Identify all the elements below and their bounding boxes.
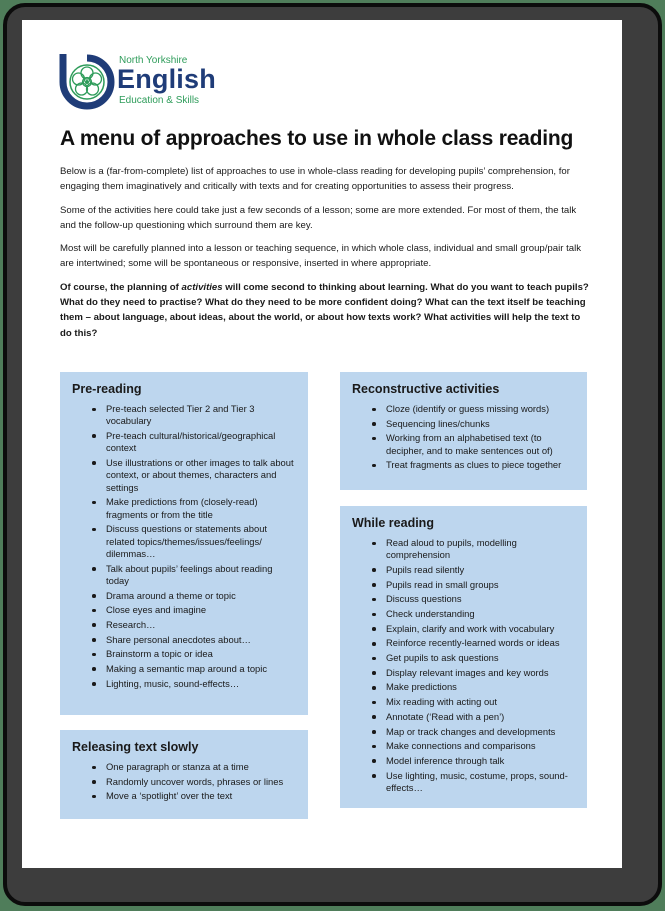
box-heading: Pre-reading (72, 382, 142, 396)
list-item: Share personal anecdotes about… (92, 634, 296, 646)
list-item: Close eyes and imagine (92, 604, 296, 616)
intro-paragraph-bold (60, 280, 590, 341)
bullet-list (352, 537, 575, 794)
list-item: Annotate (‘Read with a pen’) (372, 711, 575, 723)
list-item: Use illustrations or other images to talk about context, or about themes, characters and settings (92, 457, 296, 494)
list-item: Discuss questions (372, 593, 575, 605)
list-item: Talk about pupils’ feelings about reading today (92, 563, 296, 588)
list-item: Read aloud to pupils, modelling comprehension (372, 537, 575, 562)
list-item: Display relevant images and key words (372, 667, 575, 679)
releasing-text-box (60, 730, 308, 819)
box-heading: While reading (352, 516, 434, 530)
list-item: Cloze (identify or guess missing words) (372, 403, 575, 415)
logo-line-education-skills: Education & Skills (119, 95, 200, 106)
list-item: Pupils read in small groups (372, 579, 575, 591)
intro-paragraph-1: Below is a (far-from-complete) list of approaches to use in whole-class reading for developing pupils’ comprehension, for engaging them imaginatively and critically with texts and for creating opportunities to assess their progress. (60, 166, 570, 193)
list-item: Pre-teach cultural/historical/geographical context (92, 430, 296, 455)
list-item: Brainstorm a topic or idea (92, 648, 296, 660)
list-item: Make connections and comparisons (372, 740, 575, 752)
list-item: Use lighting, music, costume, props, sound-effects… (372, 770, 575, 795)
list-item: Check understanding (372, 608, 575, 620)
list-item: Reinforce recently-learned words or ideas (372, 637, 575, 649)
bold-text-italic: activities (181, 281, 223, 293)
box-heading: Reconstructive activities (352, 382, 500, 396)
bullet-list (352, 403, 575, 472)
logo-english: English (117, 64, 216, 94)
list-item: Model inference through talk (372, 755, 575, 767)
bullet-list (72, 403, 296, 690)
intro-text (60, 164, 590, 349)
list-item: Make predictions from (closely-read) fragments or from the title (92, 496, 296, 521)
list-item: Drama around a theme or topic (92, 590, 296, 602)
logo (59, 52, 219, 110)
bold-text-start: Of course, the planning of (60, 281, 182, 293)
list-item: Pupils read silently (372, 564, 575, 576)
reconstructive-box (340, 372, 587, 490)
bullet-list (72, 761, 296, 803)
bold-text-end: will come second to thinking about learning. What do you want to teach pupils? What do they need to practise? What do they need to be more confident doing? What can the text itself be teaching them – about language, about ideas, about the world, or about how texts work? What activities will help the text to do this? (60, 281, 589, 339)
list-item: Mix reading with acting out (372, 696, 575, 708)
list-item: Treat fragments as clues to piece together (372, 459, 575, 471)
list-item: Pre-teach selected Tier 2 and Tier 3 vocabulary (92, 403, 296, 428)
list-item: Sequencing lines/chunks (372, 418, 575, 430)
box-heading: Releasing text slowly (72, 740, 199, 754)
list-item: Making a semantic map around a topic (92, 663, 296, 675)
intro-paragraph-3: Most will be carefully planned into a lesson or teaching sequence, in which whole class, individual and small group/pair talk are intertwined; some will be spontaneous or responsive, inserted in where appropriate. (60, 243, 582, 270)
list-item: Map or track changes and developments (372, 726, 575, 738)
list-item: Get pupils to ask questions (372, 652, 575, 664)
list-item: Randomly uncover words, phrases or lines (92, 776, 296, 788)
list-item: Working from an alphabetised text (to decipher, and to make sentences out of) (372, 432, 575, 457)
logo-line-north-yorkshire: North Yorkshire (119, 55, 188, 66)
document-page (22, 20, 622, 868)
list-item: Explain, clarify and work with vocabulary (372, 623, 575, 635)
intro-paragraph-2: Some of the activities here could take just a few seconds of a lesson; some are more extended. For most of them, the talk and the follow-up questioning which surround them are key. (60, 204, 577, 231)
list-item: Move a ‘spotlight’ over the text (92, 790, 296, 802)
while-reading-box (340, 506, 587, 808)
page-title: A menu of approaches to use in whole class reading (60, 127, 574, 150)
list-item: One paragraph or stanza at a time (92, 761, 296, 773)
list-item: Discuss questions or statements about related topics/themes/issues/feelings/ dilemmas… (92, 523, 296, 560)
list-item: Lighting, music, sound-effects… (92, 678, 296, 690)
list-item: Make predictions (372, 681, 575, 693)
tudor-rose-icon (59, 52, 115, 110)
list-item: Research… (92, 619, 296, 631)
pre-reading-box (60, 372, 308, 715)
